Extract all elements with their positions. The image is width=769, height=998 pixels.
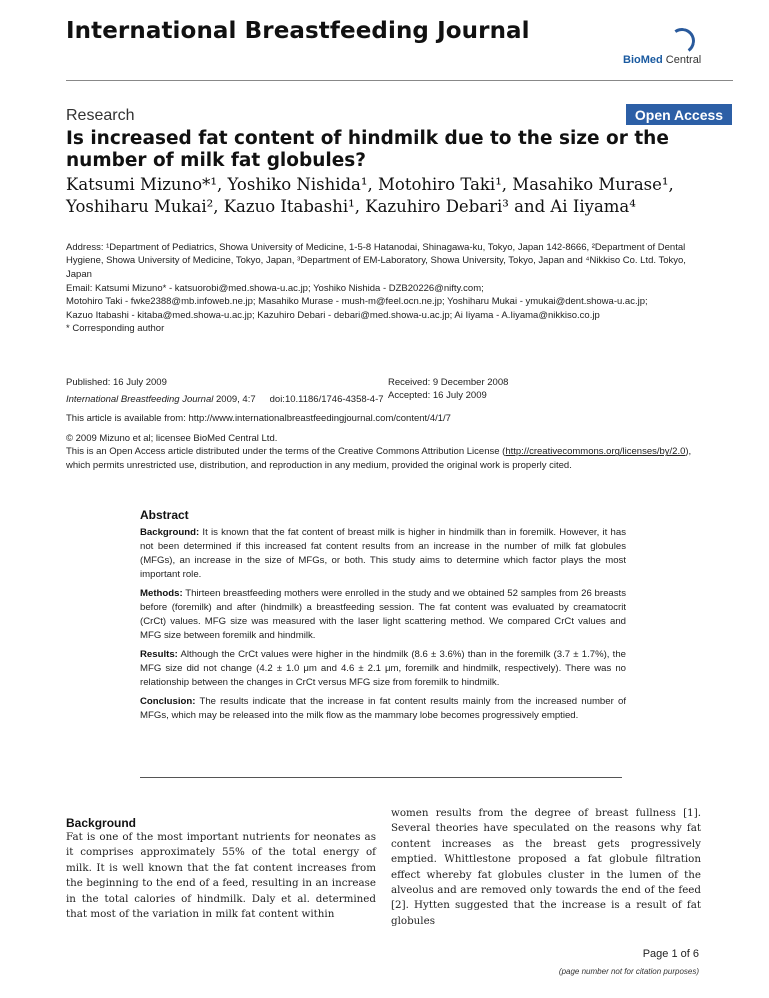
author-list: Katsumi Mizuno*¹, Yoshiko Nishida¹, Motohiro Taki¹, Masahiko Murase¹, Yoshiharu Mukai², Kazuo Itabashi¹, Kazuhiro Debari³ and Ai Iiyama⁴ — [66, 175, 674, 216]
dates-info — [388, 376, 508, 403]
author-emails — [66, 282, 706, 336]
received-date: Received: 9 December 2008 — [388, 377, 509, 388]
doi[interactable]: doi:10.1186/1746-4358-4-7 — [269, 394, 384, 406]
header-rule — [66, 80, 733, 81]
abstract-background: Background: It is known that the fat content of breast milk is higher in hindmilk than in foremilk. However, it has not been determined if this increased fat content results from an increase in the number of milk fat globules (MFGs), an increase in the size of MFGs, or both. This study aims to determine which factor plays the most important role. — [140, 527, 626, 580]
abstract-methods: Methods: Thirteen breastfeeding mothers were enrolled in the study and we obtained 52 samples from 26 breasts before (foremilk) and after (hindmilk) a breastfeeding session. The fat content was evaluated by creamatocrit (CrCt) values. MFG size was measured with the laser light scattering method. We compared CrCt values and MFG size between foremilk and hindmilk. — [140, 588, 626, 641]
abstract-block — [140, 508, 626, 728]
section-heading: Background — [66, 816, 137, 830]
journal-title: International Breastfeeding Journal — [66, 18, 530, 44]
corresponding-note: * Corresponding author — [66, 323, 165, 335]
article-title: Is increased fat content of hindmilk due to the size or the number of milk fat globules? — [66, 128, 669, 171]
accepted-date: Accepted: 16 July 2009 — [388, 390, 487, 402]
copyright: © 2009 Mizuno et al; licensee BioMed Central Ltd. — [66, 433, 278, 444]
body-paragraph: women results from the degree of breast fullness [1]. Several theories have speculated on the reasons why fat content increases as the breast gets progressively emptied. Whittlestone proposed a fat globule filtration effect whereby fat globules cluster in the lumen of the alveolus and are removed only towards the end of the feed [2]. Hytten suggested that the increase is a result of fat globules — [391, 807, 701, 927]
citation-volume: 2009, 4:7 — [213, 394, 256, 406]
logo-bold-text: BioMed — [623, 54, 663, 66]
availability-url[interactable]: This article is available from: http://www.internationalbreastfeedingjournal.com/content/4/1/7 — [66, 413, 451, 424]
abstract-divider — [140, 777, 622, 778]
published-date: Published: 16 July 2009 — [66, 377, 167, 388]
logo-text: Central — [662, 54, 702, 66]
copyright-block — [66, 432, 706, 472]
open-access-badge: Open Access — [626, 104, 732, 125]
biomed-central-logo[interactable] — [623, 28, 723, 72]
publication-info — [66, 376, 384, 407]
body-column-left — [66, 816, 376, 922]
abstract-results: Results: Although the CrCt values were higher in the hindmilk (8.6 ± 3.6%) than in the foremilk (3.7 ± 1.7%), the MFG size did not change (4.2 ± 1.0 μm and 4.6 ± 2.1 μm, foremilk and hindmilk, respectively). There was no relationship between the changes in CrCt versus MFG size from foremilk to hindmilk. — [140, 649, 626, 688]
body-column-right — [391, 806, 701, 929]
license-link[interactable]: http://creativecommons.org/licenses/by/2.0 — [505, 446, 686, 458]
article-type: Research — [66, 107, 135, 124]
logo-ring-icon — [667, 26, 697, 56]
page-note: (page number not for citation purposes) — [558, 967, 699, 976]
email-line[interactable]: Motohiro Taki - fwke2388@mb.infoweb.ne.jp; Masahiko Murase - mush-m@feel.ocn.ne.jp; Yoshiharu Mukai - ymukai@dent.showa-u.ac.jp; — [66, 296, 648, 308]
email-line[interactable]: Kazuo Itabashi - kitaba@med.showa-u.ac.jp; Kazuhiro Debari - debari@med.showa-u.ac.jp; Ai Iiyama - A.Iiyama@nikkiso.co.jp — [66, 309, 600, 321]
abstract-conclusion: Conclusion: The results indicate that the increase in fat content results mainly from the increased number of MFGs, which may be released into the milk flow as the mammary lobe becomes progressively emptied. — [140, 696, 626, 721]
author-addresses: Address: ¹Department of Pediatrics, Showa University of Medicine, 1-5-8 Hatanodai, Shinagawa-ku, Tokyo, Japan 142-8666, ²Department of Dental Hygiene, Showa University of Medicine, Tokyo, Japan, ³Department of EM-Laboratory, Showa University, Tokyo, Japan and ⁴Nikkiso Co. Ltd. Tokyo, Japan — [66, 242, 686, 280]
body-paragraph: Fat is one of the most important nutrients for neonates as it comprises approximately 55% of the total energy of milk. It is well known that the fat content increases from the beginning to the end of a feed, resulting in an increase in the total calories of hindmilk. Daly et al. determined that most of the variation in milk fat content within — [66, 831, 376, 921]
license-text: This is an Open Access article distributed under the terms of the Creative Commons Attribution License (http://creativecommons.org/licenses/by/2.0), which permits unrestricted use, distribution, and reproduction in any medium, provided the original work is properly cited. — [66, 446, 692, 471]
abstract-heading: Abstract — [140, 508, 189, 522]
email-line[interactable]: Email: Katsumi Mizuno* - katsuorobi@med.showa-u.ac.jp; Yoshiko Nishida - DZB20226@nifty.com; — [66, 283, 484, 294]
page-number: Page 1 of 6 — [642, 948, 699, 960]
citation-journal: International Breastfeeding Journal — [66, 394, 214, 406]
